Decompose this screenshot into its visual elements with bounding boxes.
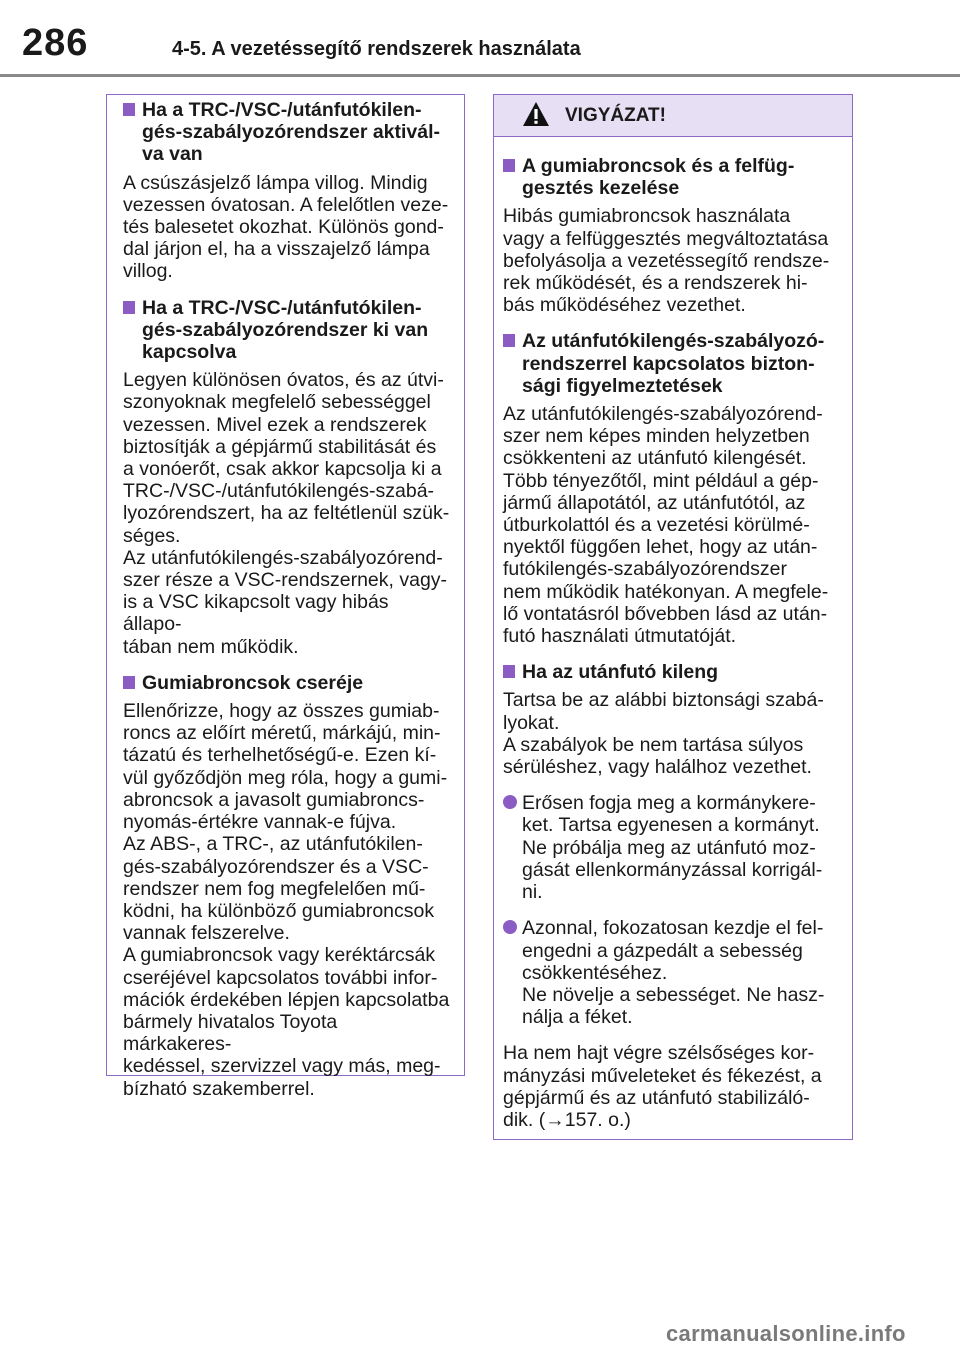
section-heading: Az utánfutókilengés-szabályozó- rendszerrel kapcsolatos bizton- sági figyelmeztetések [503,330,838,397]
round-bullet-icon [503,795,517,809]
section-heading: Gumiabroncsok cseréje [123,672,450,694]
page-header [0,0,960,80]
page-number: 286 [22,22,89,64]
list-item: Erősen fogja meg a kormánykere- ket. Tartsa egyenesen a kormányt. Ne próbálja meg az utánfutó moz- gását ellenkormányzással korrigál- ni. [503,792,838,903]
caution-body [494,155,852,1131]
square-bullet-icon [503,159,515,172]
section-heading: Ha a TRC-/VSC-/utánfutókilen- gés-szabályozórendszer ki van kapcsolva [123,297,450,364]
info-box [106,94,465,1100]
square-bullet-icon [503,665,515,678]
section-text: Hibás gumiabroncsok használata vagy a felfüggesztés megváltoztatása befolyásolja a vezetéssegítő rendsze- rek működését, és a rendszerek hi- bás működéséhez vezethet. [503,205,830,317]
watermark-logo: carmanualsonline.info [666,1321,906,1346]
square-bullet-icon [123,676,135,689]
section-heading: A gumiabroncsok és a felfüg- gesztés kezelése [503,155,838,199]
caution-header [494,95,852,137]
section-text: A csúszásjelző lámpa villog. Mindig vezessen óvatosan. A felelőtlen veze- tés balesetet okozhat. Különös gond- dal járjon el, ha a visszajelző lámpa villog. [123,171,449,283]
section-text: Tartsa be az alábbi biztonsági szabá- lyokat. A szabályok be nem tartása súlyos sérüléshez, vagy halálhoz vezethet. [503,689,824,779]
section-text: Az utánfutókilengés-szabályozórend- szer nem képes minden helyzetben csökkenteni az utánfutó kilengését. Több tényezőtől, mint például a gép- jármű állapotától, az utánfutótól, az útburkolattól és a vezetési körülmé- nyektől függően lehet, hogy az után- futókilengés-szabályozórendszer nem működik hatékonyan. A megfele- lő vontatásról bővebben lásd az után- futó használati útmutatóját. [503,403,829,648]
list-item: Azonnal, fokozatosan kezdje el fel- engedni a gázpedált a sebesség csökkentéséhez. Ne növelje a sebességet. Ne hasz- nálja a féket. [503,917,838,1028]
caution-box [493,94,853,1140]
section-text: Legyen különösen óvatos, és az útvi- szonyoknak megfelelő sebességgel vezessen. Mivel ezek a rendszerek biztosítják a gépjármű stabilitását és a vonóerőt, csak akkor kapcsolja ki a TRC-/VSC-/utánfutókilengés-szabá- lyozórendszert, ha az feltétlenül szük- séges. Az utánfutókilengés-szabályozórend- szer része a VSC-rendszernek, vagy- is a VSC kikapcsolt vagy hibás állapo- tában nem működik. [123,369,450,658]
square-bullet-icon [123,301,135,314]
header-divider [0,74,960,77]
section-text: Ellenőrizze, hogy az összes gumiab- roncs az előírt méretű, márkájú, min- tázatú és terhelhetőségű-e. Ezen kí- vül győződjön meg róla, hogy a gumi- abroncsok a javasolt gumiabroncs- nyomás-értékre vannak-e fújva. Az ABS-, a TRC-, az utánfutókilen- gés-szabályozórendszer és a VSC- rendszer nem fog megfelelően mű- ködni, ha különböző gumiabroncsok vannak felszerelve. A gumiabroncsok vagy keréktárcsák cseréjével kapcsolatos további infor- mációk érdekében lépjen kapcsolatba bármely hivatalos Toyota márkakeres- kedéssel, szervizzel vagy más, meg- bízható szakemberrel. [123,700,450,1100]
section-heading: Ha az utánfutó kileng [503,661,838,683]
caution-title: VIGYÁZAT! [565,105,666,126]
chapter-title: 4-5. A vezetéssegítő rendszerek használata [172,38,581,60]
round-bullet-icon [503,920,517,934]
warning-triangle-icon [522,101,550,127]
square-bullet-icon [503,334,515,347]
closing-text: Ha nem hajt végre szélsőséges kor- mányzási műveleteket és fékezést, a gépjármű és az utánfutó stabilizáló- dik. (→157. o.) [503,1042,822,1131]
section-heading: Ha a TRC-/VSC-/utánfutókilen- gés-szabályozórendszer aktivál- va van [123,99,450,166]
square-bullet-icon [123,103,135,116]
